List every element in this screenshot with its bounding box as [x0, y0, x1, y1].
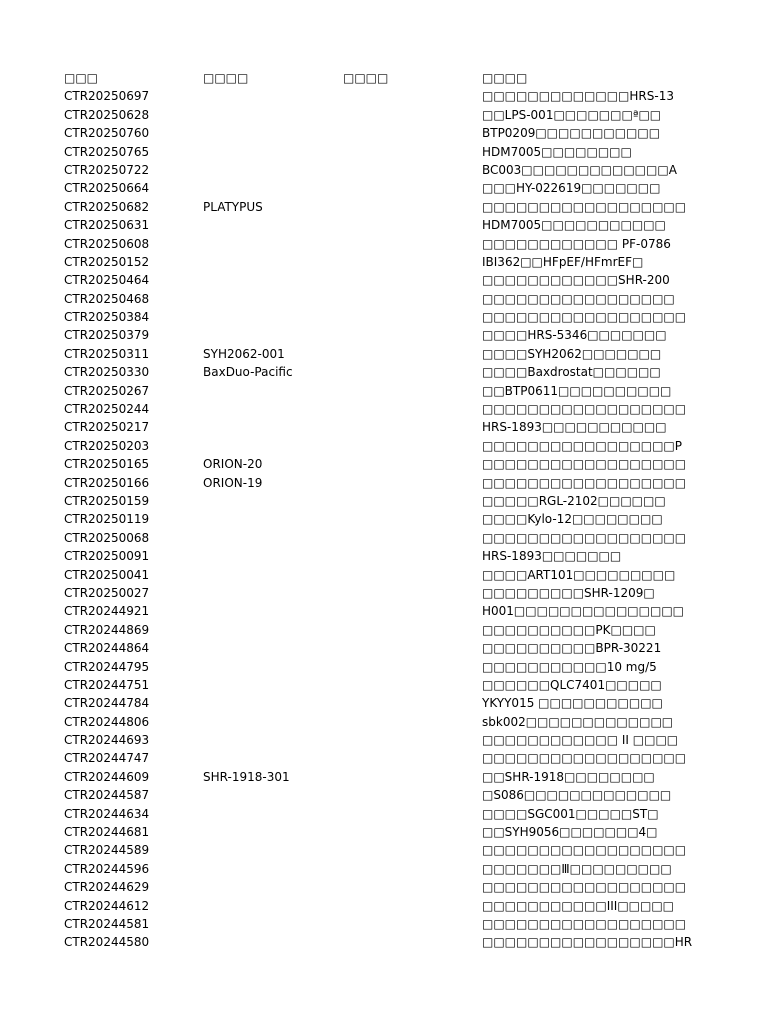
- table-row: [64, 639, 662, 657]
- table-row: [64, 786, 672, 804]
- registration-id-cell[interactable]: CTR20250068: [64, 530, 150, 545]
- table-row: [64, 161, 677, 179]
- title-cell[interactable]: □S086□□□□□□□□□□□□□: [482, 788, 672, 803]
- registration-id-cell[interactable]: CTR20250379: [64, 328, 150, 343]
- table-row: [64, 823, 658, 841]
- title-cell[interactable]: □□□□□□□□□□□□□□□□□□: [482, 402, 687, 417]
- title-cell[interactable]: BC003□□□□□□□□□□□□□A: [482, 162, 677, 177]
- registration-id-cell[interactable]: CTR20250165: [64, 457, 150, 472]
- title-cell[interactable]: □□□□□□□□□SHR-1209□: [482, 585, 655, 600]
- registration-id-cell[interactable]: CTR20250027: [64, 585, 150, 600]
- table-row: [64, 179, 661, 197]
- registration-id-cell[interactable]: CTR20250311: [64, 346, 150, 361]
- trial-name-cell[interactable]: PLATYPUS: [203, 199, 263, 214]
- title-cell[interactable]: □□□□□□□Ⅲ□□□□□□□□□: [482, 861, 672, 876]
- registration-id-cell[interactable]: CTR20250166: [64, 475, 150, 490]
- registration-id-cell[interactable]: CTR20250628: [64, 107, 150, 122]
- table-row: [64, 143, 632, 161]
- registration-id-cell[interactable]: CTR20250152: [64, 254, 150, 269]
- registration-id-cell[interactable]: CTR20250765: [64, 144, 150, 159]
- registration-id-cell[interactable]: CTR20244581: [64, 916, 150, 931]
- registration-id-cell[interactable]: CTR20250631: [64, 218, 150, 233]
- table-row: [64, 602, 684, 620]
- registration-id-cell[interactable]: CTR20250244: [64, 402, 150, 417]
- title-cell[interactable]: □□BTP0611□□□□□□□□□□: [482, 383, 672, 398]
- title-cell[interactable]: □□□□□□□□□□□III□□□□□: [482, 898, 675, 913]
- registration-id-cell[interactable]: CTR20250267: [64, 383, 150, 398]
- title-cell[interactable]: HRS-1893□□□□□□□□□□□: [482, 420, 667, 435]
- title-cell[interactable]: □□□□□□□□□□□□□□□□□□: [482, 530, 687, 545]
- registration-id-cell[interactable]: CTR20250464: [64, 273, 150, 288]
- table-row: [64, 547, 620, 565]
- registration-id-cell[interactable]: CTR20244609: [64, 769, 150, 784]
- table-row: [64, 106, 662, 124]
- registration-id-cell[interactable]: CTR20250682: [64, 199, 150, 214]
- table-row: [64, 345, 662, 363]
- registration-id-cell[interactable]: CTR20244806: [64, 714, 150, 729]
- title-cell[interactable]: □□□HY-022619□□□□□□□: [482, 181, 661, 196]
- trial-name-cell[interactable]: ORION-20: [203, 457, 263, 472]
- table-row: [64, 235, 671, 253]
- title-cell[interactable]: □□□□□□□□□□□□□□□□□□: [482, 310, 687, 325]
- table-row: [64, 382, 672, 400]
- registration-id-cell[interactable]: CTR20244795: [64, 659, 150, 674]
- title-cell[interactable]: HDM7005□□□□□□□□: [482, 144, 632, 159]
- title-cell[interactable]: □□□□□□□□□□□□SHR-200: [482, 273, 670, 288]
- registration-id-cell[interactable]: CTR20250203: [64, 438, 150, 453]
- registration-id-cell[interactable]: CTR20244629: [64, 880, 150, 895]
- title-cell[interactable]: □□□□□RGL-2102□□□□□□: [482, 493, 666, 508]
- title-cell[interactable]: □□□□□□QLC7401□□□□□: [482, 677, 662, 692]
- table-row: [64, 290, 675, 308]
- table-row: [64, 253, 644, 271]
- header-cell-1[interactable]: □□□: [64, 71, 99, 85]
- spreadsheet: [64, 69, 693, 952]
- registration-id-cell[interactable]: CTR20250697: [64, 89, 150, 104]
- registration-id-cell[interactable]: CTR20250722: [64, 162, 150, 177]
- registration-id-cell[interactable]: CTR20250384: [64, 310, 150, 325]
- title-cell[interactable]: □□□□□□□□□□□□□□□□□□: [482, 475, 687, 490]
- header-cell-3[interactable]: □□□□: [343, 71, 389, 85]
- table-row: [64, 897, 675, 915]
- table-row: [64, 805, 659, 823]
- title-cell[interactable]: □□□□□□□□□□□□□□□□□□: [482, 199, 687, 214]
- table-row: [64, 510, 663, 528]
- table-row: [64, 731, 679, 749]
- table-row: [64, 584, 655, 602]
- table-row: [64, 529, 687, 547]
- table-row: [64, 713, 674, 731]
- registration-id-cell[interactable]: CTR20244751: [64, 677, 150, 692]
- table-row: [64, 768, 655, 786]
- title-cell[interactable]: □□□□□□□□□□□□□□□□□P: [482, 438, 682, 453]
- title-cell[interactable]: H001□□□□□□□□□□□□□□□: [482, 604, 684, 619]
- registration-id-cell[interactable]: CTR20250041: [64, 567, 150, 582]
- title-cell[interactable]: HDM7005□□□□□□□□□□□: [482, 218, 666, 233]
- title-cell[interactable]: YKYY015 □□□□□□□□□□□: [482, 696, 663, 711]
- title-cell[interactable]: □□□□ART101□□□□□□□□□: [482, 567, 676, 582]
- title-cell[interactable]: □□□□□□□□□□PK□□□□: [482, 622, 656, 637]
- registration-id-cell[interactable]: CTR20244921: [64, 604, 150, 619]
- table-row: [64, 749, 687, 767]
- table-row: [64, 418, 667, 436]
- table-row: [64, 400, 687, 418]
- table-row: [64, 878, 687, 896]
- registration-id-cell[interactable]: CTR20250760: [64, 126, 150, 141]
- table-row: [64, 124, 661, 142]
- title-cell[interactable]: □□□□□□□□□□□10 mg/5: [482, 659, 657, 674]
- registration-id-cell[interactable]: CTR20250468: [64, 291, 150, 306]
- registration-id-cell[interactable]: CTR20244784: [64, 696, 150, 711]
- table-row: [64, 658, 657, 676]
- registration-id-cell[interactable]: CTR20244587: [64, 788, 150, 803]
- title-cell[interactable]: □□□□□□□□□□□□□□□□□□: [482, 457, 687, 472]
- title-cell[interactable]: □□□□□□□□□□BPR-30221: [482, 641, 662, 656]
- registration-id-cell[interactable]: CTR20244596: [64, 861, 150, 876]
- table-row: [64, 841, 687, 859]
- title-cell[interactable]: □□□□□□□□□□□□□□□□□□: [482, 916, 687, 931]
- table-body: [64, 87, 693, 951]
- registration-id-cell[interactable]: CTR20244747: [64, 751, 150, 766]
- registration-id-cell[interactable]: CTR20244634: [64, 806, 150, 821]
- title-cell[interactable]: □□LPS-001□□□□□□□ª□□: [482, 107, 662, 122]
- table-row: [64, 474, 687, 492]
- registration-id-cell[interactable]: CTR20244693: [64, 733, 150, 748]
- table-row: [64, 87, 674, 105]
- table-row: [64, 566, 676, 584]
- title-cell[interactable]: □□□□Kylo-12□□□□□□□□: [482, 512, 663, 527]
- title-cell[interactable]: □□SHR-1918□□□□□□□□: [482, 769, 655, 784]
- table-row: [64, 437, 682, 455]
- table-row: [64, 326, 667, 344]
- title-cell[interactable]: □□□□□□□□□□□□□□□□□□: [482, 751, 687, 766]
- table-row: [64, 933, 693, 951]
- registration-id-cell[interactable]: CTR20250159: [64, 493, 150, 508]
- title-cell[interactable]: □□□□□□□□□□□□ PF-0786: [482, 236, 671, 251]
- title-cell[interactable]: □□□□□□□□□□□□□□□□□HR: [482, 935, 693, 950]
- registration-id-cell[interactable]: CTR20244864: [64, 641, 150, 656]
- table-row: [64, 216, 666, 234]
- trial-name-cell[interactable]: ORION-19: [203, 475, 263, 490]
- registration-id-cell[interactable]: CTR20250091: [64, 549, 150, 564]
- trial-name-cell[interactable]: SHR-1918-301: [203, 769, 290, 784]
- table-row: [64, 860, 672, 878]
- table-row: [64, 915, 687, 933]
- header-cell-4[interactable]: □□□□: [482, 71, 528, 85]
- table-row: [64, 676, 662, 694]
- registration-id-cell[interactable]: CTR20250119: [64, 512, 150, 527]
- registration-id-cell[interactable]: CTR20250664: [64, 181, 150, 196]
- registration-id-cell[interactable]: CTR20250330: [64, 365, 150, 380]
- registration-id-cell[interactable]: CTR20244580: [64, 935, 150, 950]
- trial-name-cell[interactable]: BaxDuo-Pacific: [203, 365, 293, 380]
- title-cell[interactable]: □□□□SGC001□□□□□ST□: [482, 806, 659, 821]
- registration-id-cell[interactable]: CTR20244869: [64, 622, 150, 637]
- trial-name-cell[interactable]: SYH2062-001: [203, 346, 285, 361]
- header-cell-2[interactable]: □□□□: [203, 71, 249, 85]
- table-row: [64, 455, 687, 473]
- title-cell[interactable]: sbk002□□□□□□□□□□□□□: [482, 714, 674, 729]
- title-cell[interactable]: □□□□□□□□□□□□□□□□□: [482, 291, 675, 306]
- title-cell[interactable]: □□□□SYH2062□□□□□□□: [482, 346, 662, 361]
- registration-id-cell[interactable]: CTR20244612: [64, 898, 150, 913]
- title-cell[interactable]: □□□□HRS-5346□□□□□□□: [482, 328, 667, 343]
- title-cell[interactable]: □□□□□□□□□□□□ II □□□□: [482, 733, 679, 748]
- table-row: [64, 198, 687, 216]
- title-cell[interactable]: □□□□Baxdrostat□□□□□□: [482, 365, 661, 380]
- registration-id-cell[interactable]: CTR20250217: [64, 420, 150, 435]
- table-row: [64, 308, 687, 326]
- title-cell[interactable]: □□□□□□□□□□□□□HRS-13: [482, 89, 674, 104]
- table-row: [64, 621, 656, 639]
- table-row: [64, 271, 670, 289]
- title-cell[interactable]: □□SYH9056□□□□□□□4□: [482, 825, 658, 840]
- title-cell[interactable]: □□□□□□□□□□□□□□□□□□: [482, 843, 687, 858]
- table-row: [64, 363, 661, 381]
- title-cell[interactable]: BTP0209□□□□□□□□□□□: [482, 126, 661, 141]
- registration-id-cell[interactable]: CTR20250608: [64, 236, 150, 251]
- table-row: [64, 694, 663, 712]
- registration-id-cell[interactable]: CTR20244589: [64, 843, 150, 858]
- table-row: [64, 492, 666, 510]
- header-row: [64, 69, 620, 87]
- registration-id-cell[interactable]: CTR20244681: [64, 825, 150, 840]
- title-cell[interactable]: □□□□□□□□□□□□□□□□□□: [482, 880, 687, 895]
- title-cell[interactable]: IBI362□□HFpEF/HFmrEF□: [482, 254, 644, 269]
- title-cell[interactable]: HRS-1893□□□□□□□: [482, 549, 622, 564]
